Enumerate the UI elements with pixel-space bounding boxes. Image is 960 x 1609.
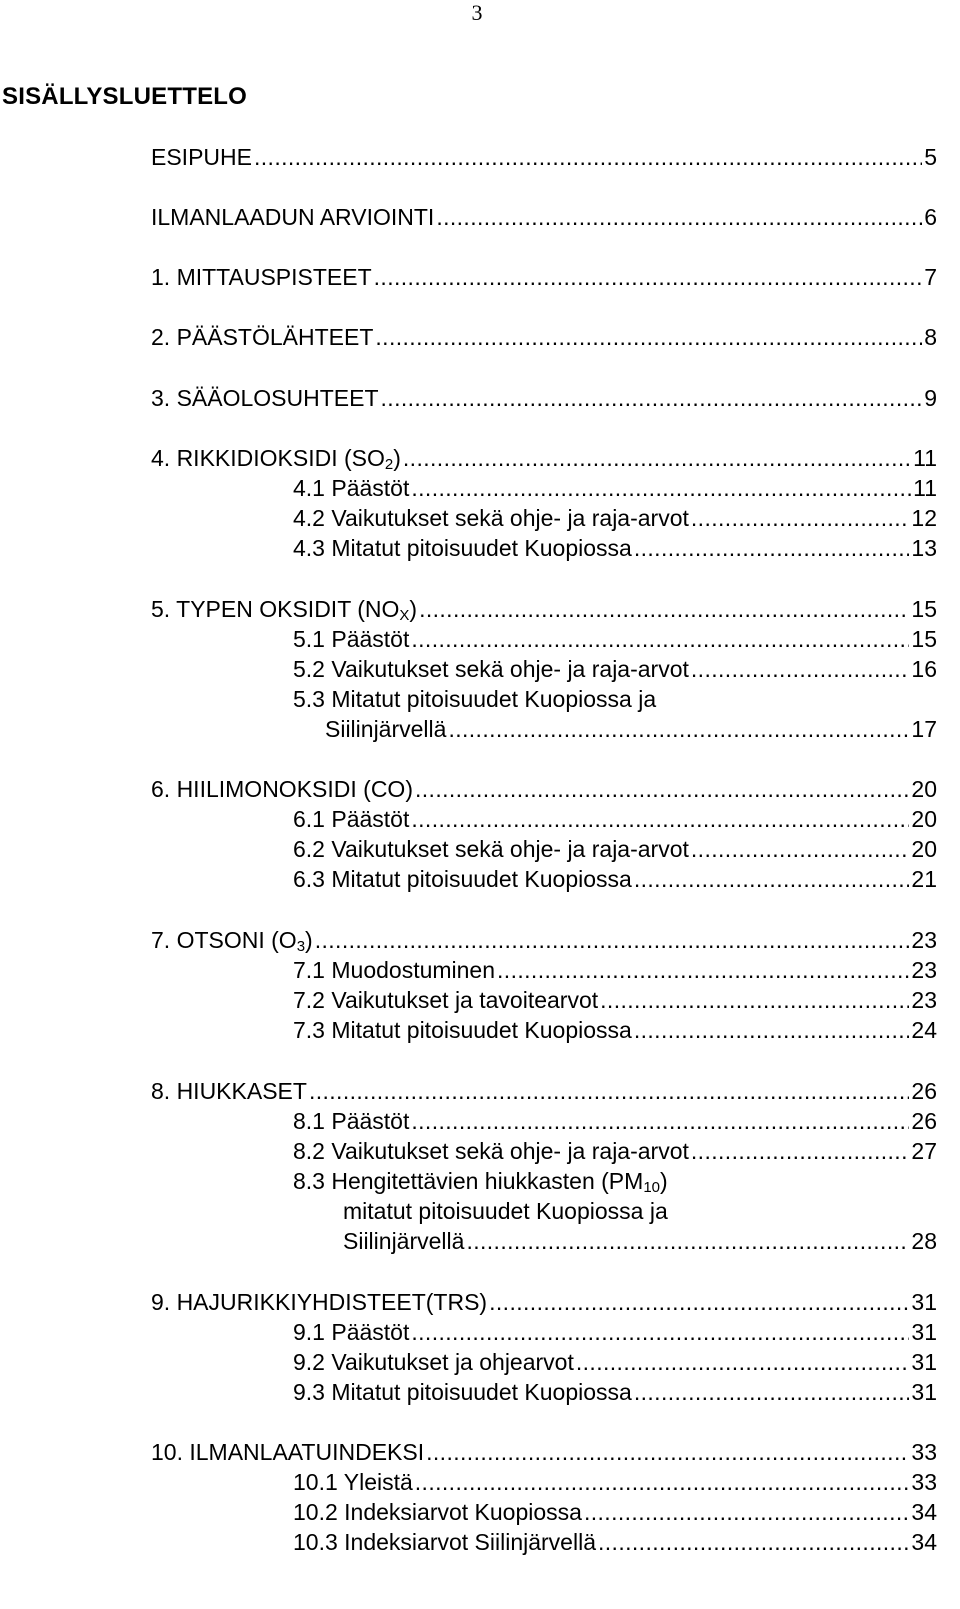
toc-entry-page: 23 <box>911 957 937 983</box>
toc-entry-3[interactable] <box>151 383 937 413</box>
toc-leader-dots <box>489 1287 909 1317</box>
toc-entry-page: 13 <box>911 535 937 561</box>
toc-entry-4-2[interactable] <box>293 503 937 533</box>
toc-entry-10-2[interactable] <box>293 1497 937 1527</box>
toc-leader-dots <box>598 1527 909 1557</box>
toc-entry-page: 17 <box>911 716 937 742</box>
toc-leader-dots <box>634 1015 910 1045</box>
toc-entry-page: 11 <box>913 475 937 501</box>
toc-entry-6-3[interactable] <box>293 864 937 894</box>
toc-entry-page: 31 <box>911 1289 937 1315</box>
toc-leader-dots <box>691 654 910 684</box>
toc-leader-dots <box>448 714 909 744</box>
toc-entry-label: 9.2 Vaikutukset ja ohjearvot <box>293 1349 574 1375</box>
toc-entry-page: 16 <box>911 656 937 682</box>
toc-entry-page: 15 <box>911 596 937 622</box>
toc-leader-dots <box>466 1226 909 1256</box>
toc-leader-dots <box>426 1437 909 1467</box>
toc-entry-page: 20 <box>911 776 937 802</box>
toc-entry-ilmanlaadun-arviointi[interactable] <box>151 202 937 232</box>
toc-entry-label: 9.1 Päästöt <box>293 1319 410 1345</box>
subscript: X <box>399 607 410 624</box>
subscript: 2 <box>384 456 394 473</box>
toc-leader-dots <box>634 533 910 563</box>
toc-entry-label: 5.2 Vaikutukset sekä ohje- ja raja-arvot <box>293 656 689 682</box>
toc-entry-6-2[interactable] <box>293 834 937 864</box>
toc-entry-label: 5.1 Päästöt <box>293 626 410 652</box>
toc-entry-page: 26 <box>911 1078 937 1104</box>
toc-entry-9[interactable] <box>151 1287 937 1317</box>
toc-entry-page: 20 <box>911 806 937 832</box>
toc-entry-7[interactable] <box>151 925 937 955</box>
toc-entry-label: 4.2 Vaikutukset sekä ohje- ja raja-arvot <box>293 505 689 531</box>
toc-entry-label-text: ) <box>409 596 418 622</box>
toc-entry-page: 33 <box>911 1439 937 1465</box>
toc-leader-dots <box>436 202 922 232</box>
toc-leader-dots <box>634 1377 910 1407</box>
toc-entry-10-1[interactable] <box>293 1467 937 1497</box>
toc-leader-dots <box>419 594 909 624</box>
toc-entry-page: 24 <box>911 1017 937 1043</box>
toc-entry-label-text: 7. OTSONI (O <box>151 927 297 953</box>
toc-entry-5[interactable] <box>151 594 937 624</box>
toc-leader-dots <box>309 1076 909 1106</box>
toc-entry-label: Siilinjärvellä <box>343 1228 465 1254</box>
toc-entry-label-text: 4. RIKKIDIOKSIDI (SO <box>151 445 385 471</box>
toc-entry-page: 31 <box>911 1319 937 1345</box>
toc-entry-page: 26 <box>911 1108 937 1134</box>
toc-entry-label: 8.2 Vaikutukset sekä ohje- ja raja-arvot <box>293 1138 689 1164</box>
toc-entry-page: 6 <box>924 204 937 230</box>
toc-entry-page: 34 <box>911 1529 937 1555</box>
toc-leader-dots <box>576 1347 910 1377</box>
toc-entry-label: 7.3 Mitatut pitoisuudet Kuopiossa <box>293 1017 632 1043</box>
toc-entry-page: 7 <box>924 264 937 290</box>
toc-entry-page: 20 <box>911 836 937 862</box>
toc-leader-dots <box>381 383 923 413</box>
toc-entry-5-3[interactable] <box>325 714 937 744</box>
toc-leader-dots <box>411 624 909 654</box>
toc-entry-8-1[interactable] <box>293 1106 937 1136</box>
toc-entry-8[interactable] <box>151 1076 937 1106</box>
toc-leader-dots <box>584 1497 909 1527</box>
toc-entry-page: 31 <box>911 1379 937 1405</box>
toc-entry-label-line[interactable]: mitatut pitoisuudet Kuopiossa ja <box>343 1198 668 1224</box>
toc-entry-label: 4.1 Päästöt <box>293 475 410 501</box>
toc-entry-label: 9.3 Mitatut pitoisuudet Kuopiossa <box>293 1379 632 1405</box>
toc-leader-dots <box>497 955 909 985</box>
toc-entry-1[interactable] <box>151 262 937 292</box>
toc-entry-label-line[interactable]: 5.3 Mitatut pitoisuudet Kuopiossa ja <box>293 686 657 712</box>
toc-entry-label: 10. ILMANLAATUINDEKSI <box>151 1439 425 1465</box>
toc-leader-dots <box>403 443 911 473</box>
toc-leader-dots <box>315 925 910 955</box>
toc-entry-6[interactable] <box>151 774 937 804</box>
toc-title: SISÄLLYSLUETTELO <box>2 83 248 110</box>
toc-leader-dots <box>415 1467 910 1497</box>
toc-entry-page: 8 <box>924 324 937 350</box>
toc-entry-page: 5 <box>924 144 937 170</box>
toc-entry-label-text: ) <box>660 1168 668 1194</box>
toc-entry-7-2[interactable] <box>293 985 937 1015</box>
toc-entry-label-text: 8.3 Hengitettävien hiukkasten (PM <box>293 1168 644 1194</box>
toc-entry-8-3[interactable] <box>343 1226 937 1256</box>
toc-entry-esipuhe[interactable] <box>151 142 937 172</box>
toc-entry-label: 2. PÄÄSTÖLÄHTEET <box>151 324 374 350</box>
toc-entry-page: 28 <box>911 1228 937 1254</box>
toc-entry-label: 3. SÄÄOLOSUHTEET <box>151 385 379 411</box>
toc-leader-dots <box>415 774 909 804</box>
toc-entry-label <box>151 443 401 473</box>
toc-entry-label: Siilinjärvellä <box>325 716 447 742</box>
toc-leader-dots <box>374 262 923 292</box>
toc-entry-label: 1. MITTAUSPISTEET <box>151 264 372 290</box>
toc-leader-dots <box>411 1106 909 1136</box>
toc-entry-4[interactable] <box>151 443 937 473</box>
toc-entry-5-1[interactable] <box>293 624 937 654</box>
toc-entry-label: 8.1 Päästöt <box>293 1108 410 1134</box>
toc-entry-7-1[interactable] <box>293 955 937 985</box>
toc-entry-6-1[interactable] <box>293 804 937 834</box>
toc-entry-page: 31 <box>911 1349 937 1375</box>
toc-leader-dots <box>691 1136 910 1166</box>
toc-leader-dots <box>375 322 922 352</box>
toc-entry-5-2[interactable] <box>293 654 937 684</box>
toc-leader-dots <box>411 804 909 834</box>
toc-entry-label: 7.1 Muodostuminen <box>293 957 496 983</box>
toc-entry-label: 9. HAJURIKKIYHDISTEET(TRS) <box>151 1289 488 1315</box>
toc-entry-label: 6.1 Päästöt <box>293 806 410 832</box>
toc-entry-label: 10.1 Yleistä <box>293 1469 413 1495</box>
toc-leader-dots <box>691 503 910 533</box>
toc-entry-label <box>151 925 313 955</box>
toc-entry-page: 34 <box>911 1499 937 1525</box>
toc-entry-label: 10.3 Indeksiarvot Siilinjärvellä <box>293 1529 596 1555</box>
toc-entry-page: 15 <box>911 626 937 652</box>
toc-entry-page: 33 <box>911 1469 937 1495</box>
toc-entry-page: 9 <box>924 385 937 411</box>
toc-entry-9-3[interactable] <box>293 1377 937 1407</box>
toc-leader-dots <box>634 864 910 894</box>
toc-leader-dots <box>691 834 910 864</box>
toc-entry-label: 6.2 Vaikutukset sekä ohje- ja raja-arvot <box>293 836 689 862</box>
toc-entry-label: 6. HIILIMONOKSIDI (CO) <box>151 776 413 802</box>
toc-entry-label-text: 5. TYPEN OKSIDIT (NO <box>151 596 400 622</box>
toc-leader-dots <box>254 142 922 172</box>
page-number: 3 <box>471 0 483 25</box>
toc-entry-label: 4.3 Mitatut pitoisuudet Kuopiossa <box>293 535 632 561</box>
subscript: 3 <box>296 938 306 955</box>
toc-entry-7-3[interactable] <box>293 1015 937 1045</box>
toc-leader-dots <box>411 1317 909 1347</box>
toc-entry-page: 23 <box>911 927 937 953</box>
toc-entry-10-3[interactable] <box>293 1527 937 1557</box>
toc-entry-8-2[interactable] <box>293 1136 937 1166</box>
toc-entry-label: ILMANLAADUN ARVIOINTI <box>151 204 435 230</box>
toc-entry-4-3[interactable] <box>293 533 937 563</box>
toc-entry-label <box>151 594 417 624</box>
toc-entry-page: 27 <box>911 1138 937 1164</box>
toc-entry-page: 21 <box>911 866 937 892</box>
toc-entry-4-1[interactable] <box>293 473 937 503</box>
toc-entry-9-1[interactable] <box>293 1317 937 1347</box>
toc-entry-10[interactable] <box>151 1437 937 1467</box>
toc-entry-page: 11 <box>913 445 937 471</box>
toc-entry-label-line[interactable] <box>293 1166 668 1196</box>
toc-entry-label: 8. HIUKKASET <box>151 1078 307 1104</box>
toc-entry-label-text: ) <box>393 445 401 471</box>
toc-entry-page: 23 <box>911 987 937 1013</box>
toc-entry-label: 10.2 Indeksiarvot Kuopiossa <box>293 1499 582 1525</box>
toc-leader-dots <box>600 985 909 1015</box>
toc-entry-page: 12 <box>911 505 937 531</box>
toc-entry-label: 7.2 Vaikutukset ja tavoitearvot <box>293 987 599 1013</box>
toc-entry-label: 6.3 Mitatut pitoisuudet Kuopiossa <box>293 866 632 892</box>
subscript: 10 <box>643 1179 660 1196</box>
toc-leader-dots <box>411 473 911 503</box>
toc-entry-label-text: ) <box>305 927 313 953</box>
toc-entry-2[interactable] <box>151 322 937 352</box>
toc-entry-label: ESIPUHE <box>151 144 252 170</box>
toc-entry-9-2[interactable] <box>293 1347 937 1377</box>
